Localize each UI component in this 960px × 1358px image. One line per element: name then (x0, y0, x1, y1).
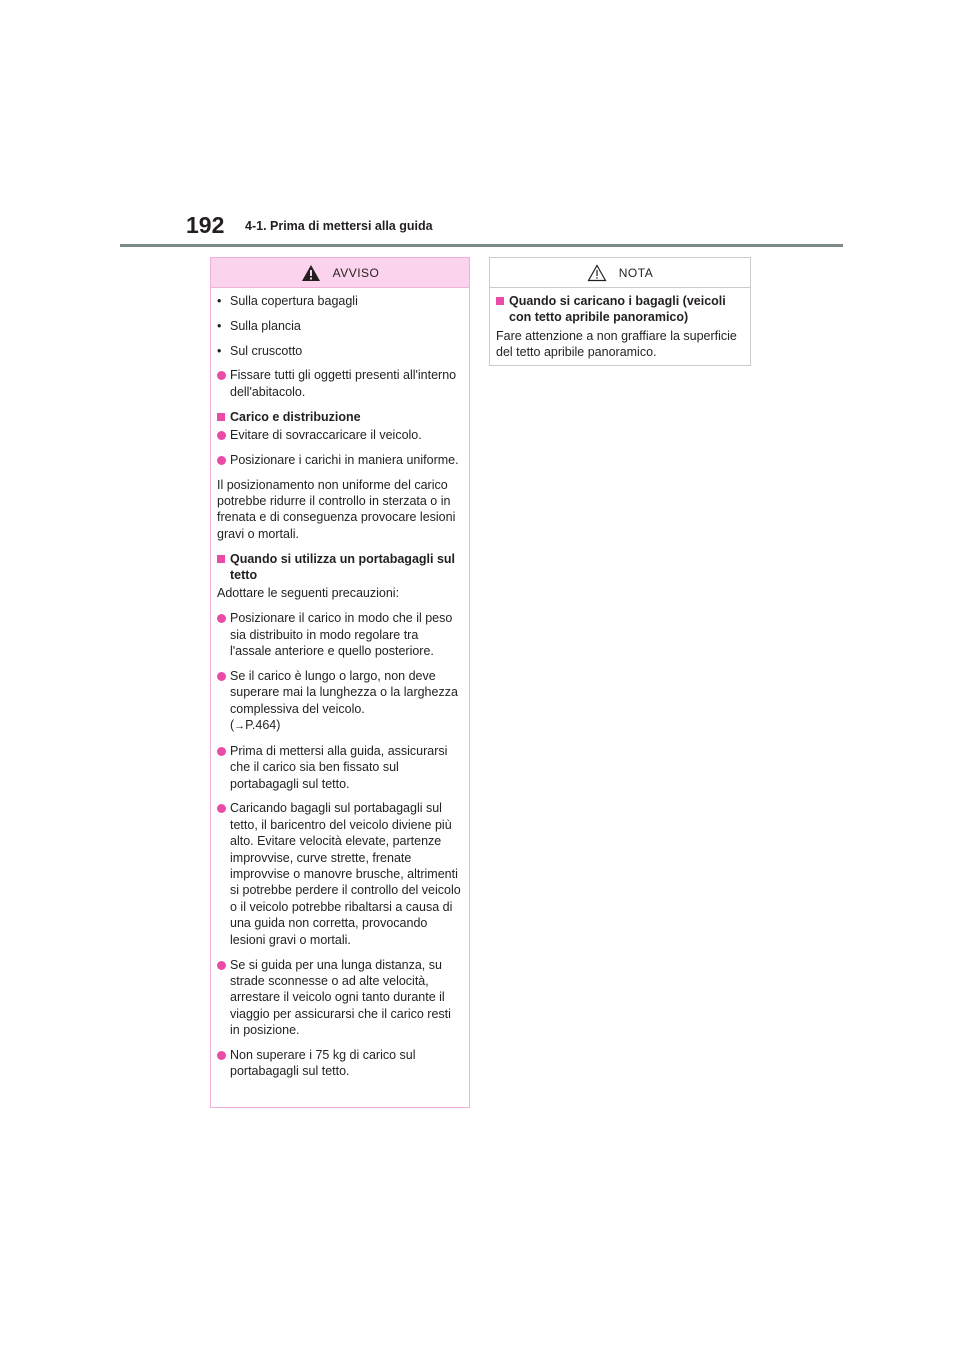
list-item: Evitare di sovraccaricare il veicolo. (217, 427, 463, 443)
paragraph: Adottare le seguenti precauzioni: (217, 586, 400, 601)
list-item: • Sulla copertura bagagli (217, 294, 358, 308)
caution-triangle-icon (587, 264, 607, 282)
list-item: Se il carico è lungo o largo, non deve superare mai la lunghezza o la larghezza complessiva del veicolo. (→P.464) (217, 668, 463, 735)
square-bullet-icon (496, 297, 504, 305)
subheading: Quando si utilizza un portabagagli sul tetto (217, 551, 463, 584)
arrow-right-icon: → (234, 720, 246, 733)
circle-bullet-icon (217, 804, 226, 813)
subheading: Carico e distribuzione (217, 409, 463, 425)
square-bullet-icon (217, 413, 225, 421)
bullet-dash: • (217, 318, 222, 333)
page-number: 192 (186, 212, 225, 238)
warning-box-body (211, 288, 469, 1080)
note-box-header (490, 258, 750, 288)
circle-bullet-icon (217, 1051, 226, 1060)
list-item: Non superare i 75 kg di carico sul portabagagli sul tetto. (217, 1047, 463, 1080)
section-title: 4-1. Prima di mettersi alla guida (245, 219, 433, 233)
circle-bullet-icon (217, 371, 226, 380)
header-divider (120, 244, 843, 247)
subheading: Quando si caricano i bagagli (veicoli con tetto apribile panoramico) (496, 293, 744, 326)
list-item: Se si guida per una lunga distanza, su strade sconnesse o ad alte velocità, arrestare il veicolo ogni tanto durante il viaggio per assicurarsi che il carico resti in posizione. (217, 957, 463, 1039)
circle-bullet-icon (217, 431, 226, 440)
note-box-title: NOTA (618, 265, 654, 280)
page-reference[interactable]: (→P.464) (230, 718, 281, 733)
warning-triangle-icon (301, 264, 321, 282)
circle-bullet-icon (217, 456, 226, 465)
bullet-dash: • (217, 343, 222, 358)
paragraph: Fare attenzione a non graffiare la superficie del tetto apribile panoramico. (496, 328, 737, 360)
list-item: Posizionare i carichi in maniera uniforme. (217, 452, 463, 468)
list-item: • Sul cruscotto (217, 343, 303, 358)
warning-box-header (211, 258, 469, 288)
list-item: Posizionare il carico in modo che il peso sia distribuito in modo regolare tra l'assale anteriore e quello posteriore. (217, 610, 463, 659)
list-item: Prima di mettersi alla guida, assicurarsi che il carico sia ben fissato sul portabagagli sul tetto. (217, 743, 463, 792)
warning-box (210, 257, 470, 1108)
circle-bullet-icon (217, 961, 226, 970)
bullet-dash: • (217, 294, 222, 308)
warning-box-title: AVVISO (332, 265, 380, 280)
note-box (489, 257, 751, 366)
circle-bullet-icon (217, 614, 226, 623)
note-box-body (490, 288, 750, 361)
list-item: Fissare tutti gli oggetti presenti all'interno dell'abitacolo. (217, 367, 463, 400)
circle-bullet-icon (217, 672, 226, 681)
list-item: Caricando bagagli sul portabagagli sul tetto, il baricentro del veicolo diviene più alto. Evitare velocità elevate, partenze improvvise, curve strette, frenate improvvise o manovre brusche, altrimenti si potrebbe perdere il controllo del veicolo o il veicolo potrebbe ribaltarsi a causa di una guida non corretta, provocando lesioni gravi o mortali. (217, 800, 463, 948)
square-bullet-icon (217, 555, 225, 563)
list-item: • Sulla plancia (217, 318, 301, 333)
circle-bullet-icon (217, 747, 226, 756)
paragraph: Il posizionamento non uniforme del carico potrebbe ridurre il controllo in sterzata o in frenata e di conseguenza provocare lesioni gravi o mortali. (217, 477, 456, 541)
